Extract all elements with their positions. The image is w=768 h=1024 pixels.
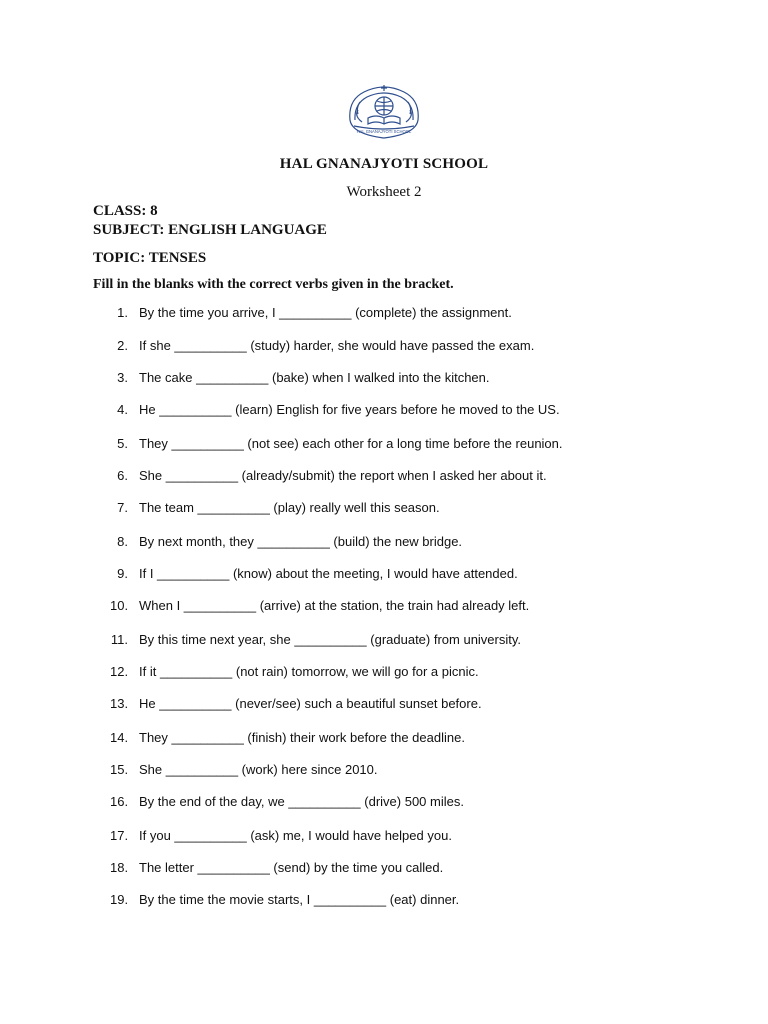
subject-label: SUBJECT: ENGLISH LANGUAGE (93, 222, 327, 238)
question-text: When I __________ (arrive) at the station, the train had already left. (139, 598, 530, 613)
question-text: If it __________ (not rain) tomorrow, we will go for a picnic. (139, 664, 479, 679)
question-text: The letter __________ (send) by the time you called. (139, 860, 444, 875)
question-item (0, 566, 700, 586)
question-text: By next month, they __________ (build) the new bridge. (139, 534, 463, 549)
question-number: 19. (110, 892, 129, 907)
question-text: She __________ (work) here since 2010. (139, 762, 378, 777)
question-item (0, 305, 700, 325)
question-number: 15. (110, 762, 129, 777)
question-number: 7. (117, 500, 128, 515)
school-name: HAL GNANAJYOTI SCHOOL (279, 156, 489, 172)
question-text: By the time the movie starts, I __________ (eat) dinner. (139, 892, 460, 907)
question-number: 8. (117, 534, 128, 549)
question-item (0, 860, 700, 880)
worksheet-title: Worksheet 2 (346, 184, 422, 200)
question-text: She __________ (already/submit) the report when I asked her about it. (139, 468, 547, 483)
instruction-text: Fill in the blanks with the correct verbs given in the bracket. (93, 277, 454, 292)
question-number: 4. (117, 402, 128, 417)
question-number: 13. (110, 696, 129, 711)
question-text: They __________ (not see) each other for a long time before the reunion. (139, 436, 563, 451)
question-text: The cake __________ (bake) when I walked into the kitchen. (139, 370, 490, 385)
question-text: They __________ (finish) their work before the deadline. (139, 730, 465, 745)
question-text: If you __________ (ask) me, I would have helped you. (139, 828, 452, 843)
question-item (0, 534, 700, 554)
school-logo (344, 82, 424, 146)
question-text: If I __________ (know) about the meeting, I would have attended. (139, 566, 518, 581)
question-item (0, 664, 700, 684)
question-number: 2. (117, 338, 128, 353)
question-text: By the time you arrive, I __________ (complete) the assignment. (139, 305, 512, 320)
question-text: By the end of the day, we __________ (drive) 500 miles. (139, 794, 464, 809)
question-number: 12. (110, 664, 129, 679)
question-text: The team __________ (play) really well this season. (139, 500, 440, 515)
question-number: 10. (110, 598, 129, 613)
question-number: 1. (117, 305, 128, 320)
question-item (0, 762, 700, 782)
question-item (0, 828, 700, 848)
svg-text:HAL GNANAJYOTI SCHOOL: HAL GNANAJYOTI SCHOOL (356, 129, 412, 134)
question-item (0, 794, 700, 814)
question-item (0, 402, 700, 422)
question-number: 14. (110, 730, 129, 745)
question-number: 17. (110, 828, 129, 843)
question-number: 3. (117, 370, 128, 385)
question-item (0, 370, 700, 390)
question-item (0, 468, 700, 488)
question-item (0, 338, 700, 358)
class-label: CLASS: 8 (93, 203, 158, 219)
question-item (0, 730, 700, 750)
question-number: 6. (117, 468, 128, 483)
question-text: He __________ (learn) English for five years before he moved to the US. (139, 402, 560, 417)
question-item (0, 696, 700, 716)
school-emblem-icon (344, 82, 424, 146)
question-text: By this time next year, she __________ (graduate) from university. (139, 632, 522, 647)
question-number: 5. (117, 436, 128, 451)
question-text: If she __________ (study) harder, she would have passed the exam. (139, 338, 535, 353)
topic-label: TOPIC: TENSES (93, 250, 207, 266)
question-item (0, 500, 700, 520)
question-number: 16. (110, 794, 129, 809)
question-number: 11. (110, 632, 128, 647)
question-item (0, 892, 700, 912)
question-number: 18. (110, 860, 129, 875)
question-number: 9. (117, 566, 128, 581)
question-item (0, 598, 700, 618)
question-item (0, 632, 700, 652)
question-text: He __________ (never/see) such a beautiful sunset before. (139, 696, 482, 711)
question-item (0, 436, 700, 456)
